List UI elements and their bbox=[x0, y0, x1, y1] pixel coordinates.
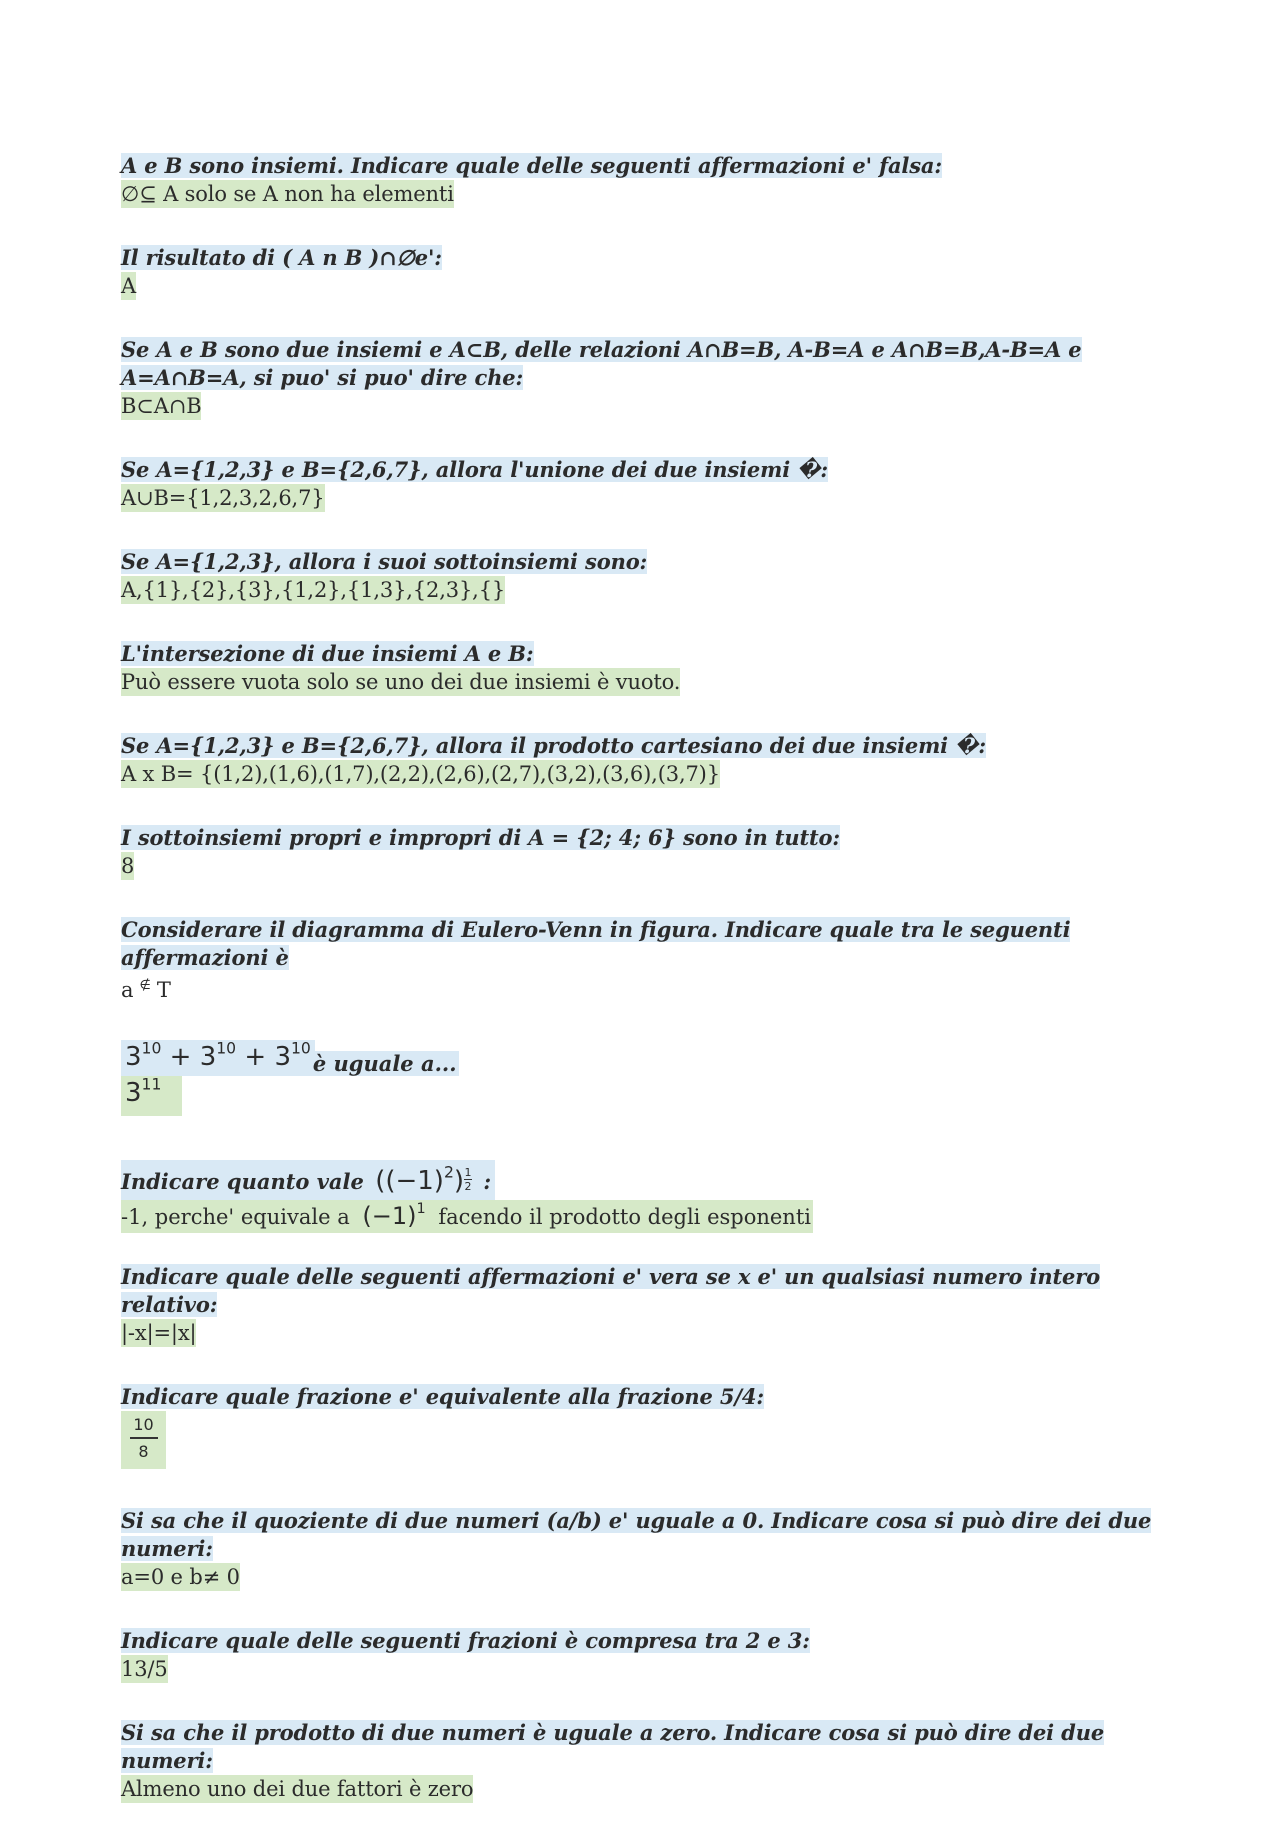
qa-item-fraction bbox=[121, 1383, 1181, 1469]
qa-item-powers bbox=[121, 1040, 1181, 1116]
answer-text: a=0 e b≠ 0 bbox=[121, 1564, 240, 1589]
answer-expression: $(-1)^1$ bbox=[362, 1201, 426, 1230]
answer-text: Almeno uno dei due fattori è zero bbox=[121, 1776, 474, 1801]
qa-item bbox=[121, 1719, 1181, 1805]
question-text: Indicare quale frazione e' equivalente alla frazione 5/4: bbox=[121, 1383, 764, 1409]
question-text: I sottoinsiemi propri e impropri di A = {2; 4; 6} sono in tutto: bbox=[121, 825, 841, 850]
qa-item bbox=[121, 244, 1181, 302]
qa-item bbox=[121, 1263, 1181, 1349]
question-text: Se A={1,2,3}, allora i suoi sottoinsiemi sono: bbox=[121, 549, 648, 574]
qa-item bbox=[121, 824, 1181, 882]
qa-item bbox=[121, 1507, 1181, 1593]
question-text: Il risultato di ( A n B )∩∅e': bbox=[121, 245, 442, 270]
answer-text: 8 bbox=[121, 854, 135, 878]
qa-item bbox=[121, 640, 1181, 698]
power-expression: $3^{10} + 3^{10} + 3^{10}$ bbox=[121, 1040, 315, 1076]
answer-expression: $3^{11}$ bbox=[121, 1076, 182, 1116]
qa-item-venn bbox=[121, 916, 1181, 1006]
question-text: Se A={1,2,3} e B={2,6,7}, allora l'unione dei due insiemi �: bbox=[121, 457, 829, 482]
answer-text: A bbox=[121, 274, 137, 298]
qa-item bbox=[121, 1627, 1181, 1685]
question-line: Indicare quanto vale $((-1)^2)$ $\frac{1}{2}$ : bbox=[121, 1160, 495, 1200]
answer-text: B⊂A∩B bbox=[121, 394, 202, 418]
question-text: Se A={1,2,3} e B={2,6,7}, allora il prodotto cartesiano dei due insiemi �: bbox=[121, 733, 987, 758]
question-text: Considerare il diagramma di Eulero-Venn in figura. Indicare quale tra le seguenti affermazioni è bbox=[121, 917, 1071, 970]
qa-item bbox=[121, 336, 1181, 422]
fraction-numerator: 10 bbox=[133, 1414, 154, 1434]
power-expression: $((-1)^2)$ $\frac{1}{2}$ bbox=[375, 1163, 472, 1196]
answer-text: 13/5 bbox=[121, 1656, 168, 1681]
question-text: Si sa che il quoziente di due numeri (a/b) e' uguale a 0. Indicare cosa si può dire dei due numeri: bbox=[121, 1507, 1152, 1561]
not-in-symbol: ∉ bbox=[139, 978, 151, 993]
answer-text: A∪B={1,2,3,2,6,7} bbox=[121, 486, 325, 510]
answer-text: ∅⊆ A solo se A non ha elementi bbox=[121, 182, 454, 206]
fraction-bar bbox=[130, 1437, 158, 1439]
qa-item bbox=[121, 152, 1181, 210]
answer-text: |-x|=|x| bbox=[121, 1320, 197, 1345]
qa-item-indicate bbox=[121, 1160, 1181, 1233]
answer-text: A x B= {(1,2),(1,6),(1,7),(2,2),(2,6),(2,7),(3,2),(3,6),(3,7)} bbox=[121, 762, 720, 786]
question-text: Indicare quanto vale bbox=[121, 1168, 364, 1194]
answer-fraction bbox=[121, 1411, 166, 1469]
qa-item bbox=[121, 456, 1181, 514]
question-text: Se A e B sono due insiemi e A⊂B, delle relazioni A∩B=B, A-B=A e A∩B=B,A-B=A e A=A∩B=A, si puo' si puo' dire che: bbox=[121, 337, 1082, 390]
question-text: Indicare quale delle seguenti affermazioni e' vera se x e' un qualsiasi numero intero relativo: bbox=[121, 1263, 1101, 1317]
answer-text: Può essere vuota solo se uno dei due insiemi è vuoto. bbox=[121, 670, 681, 694]
question-text: A e B sono insiemi. Indicare quale delle seguenti affermazioni e' falsa: bbox=[121, 153, 942, 178]
answer-text: a ∉ T bbox=[121, 977, 171, 1002]
answer-text: A,{1},{2},{3},{1,2},{1,3},{2,3},{} bbox=[121, 578, 506, 602]
answer-line: -1, perche' equivale a $(-1)^1$ facendo il prodotto degli esponenti bbox=[121, 1200, 813, 1233]
question-text: Indicare quale delle seguenti frazioni è compresa tra 2 e 3: bbox=[121, 1627, 810, 1653]
quiz-content bbox=[121, 152, 1181, 1839]
question-text: L'intersezione di due insiemi A e B: bbox=[121, 641, 534, 666]
qa-item bbox=[121, 548, 1181, 606]
qa-item bbox=[121, 732, 1181, 790]
fraction-denominator: 8 bbox=[138, 1441, 149, 1461]
question-text: è uguale a... bbox=[312, 1050, 457, 1076]
question-text: Si sa che il prodotto di due numeri è uguale a zero. Indicare cosa si può dire dei due numeri: bbox=[121, 1719, 1105, 1773]
